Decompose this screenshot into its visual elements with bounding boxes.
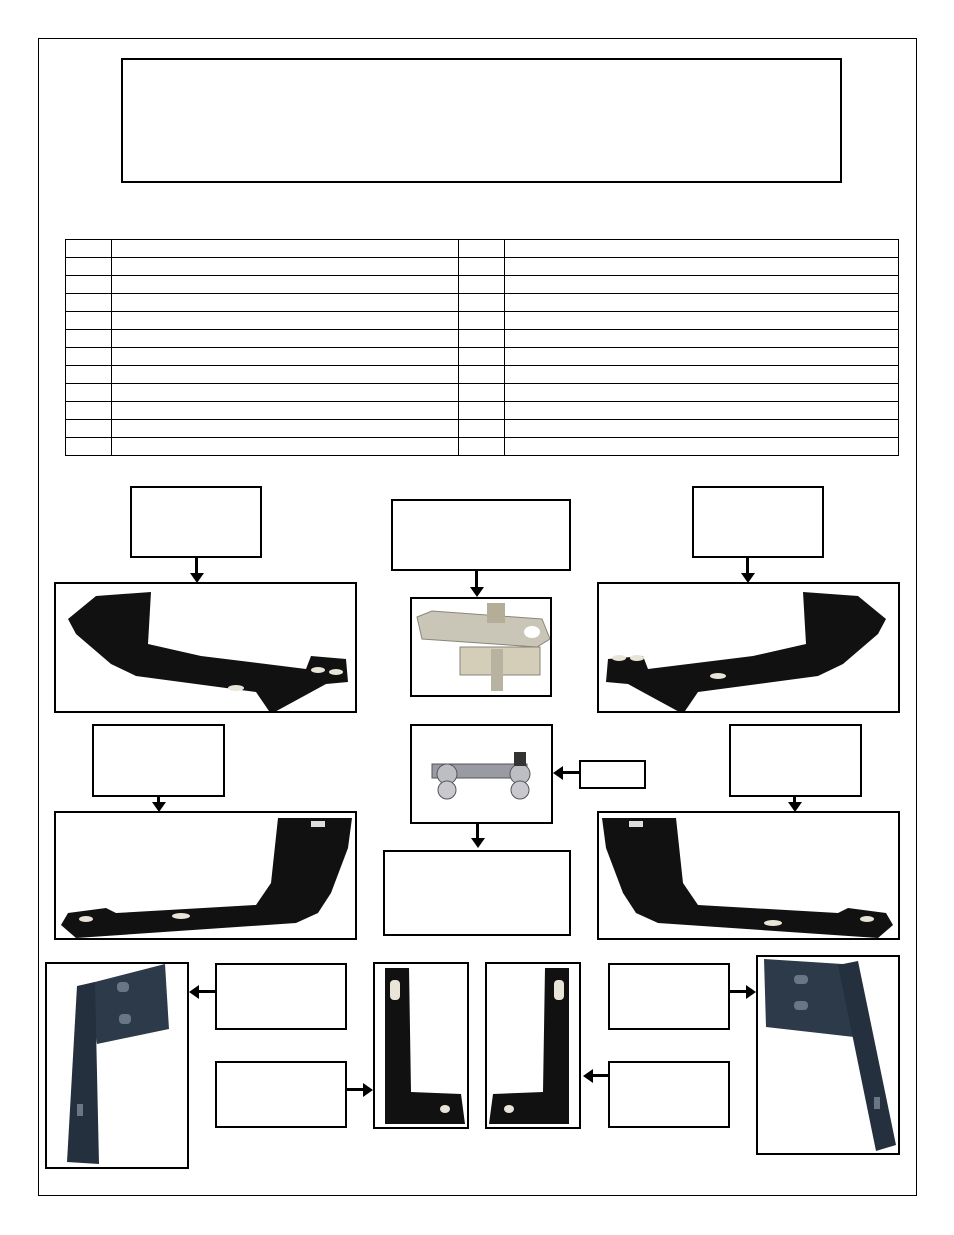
arrow-left-icon	[593, 1074, 608, 1077]
parts-table-cell	[112, 348, 459, 366]
parts-table-cell	[112, 276, 459, 294]
parts-table-row	[66, 420, 899, 438]
parts-table-cell	[459, 258, 505, 276]
arrow-left-icon	[189, 985, 199, 999]
parts-table-row	[66, 258, 899, 276]
parts-table-cell	[112, 258, 459, 276]
callout-box	[383, 850, 571, 936]
parts-table-cell	[112, 330, 459, 348]
parts-table-cell	[459, 276, 505, 294]
parts-table-cell	[112, 312, 459, 330]
parts-table-cell	[459, 366, 505, 384]
parts-table-cell	[505, 420, 899, 438]
parts-table-cell	[66, 366, 112, 384]
parts-table-row	[66, 294, 899, 312]
parts-table-cell	[505, 312, 899, 330]
arrow-right-icon	[730, 990, 747, 993]
parts-table	[65, 239, 899, 456]
parts-table-cell	[459, 438, 505, 456]
clamp-hardware-photo	[410, 724, 553, 824]
callout-box	[729, 724, 862, 797]
parts-table-cell	[459, 240, 505, 258]
parts-table-row	[66, 276, 899, 294]
parts-table-cell	[66, 348, 112, 366]
parts-table-row	[66, 330, 899, 348]
steel-bracket-photo-left	[45, 962, 189, 1169]
parts-table-cell	[505, 366, 899, 384]
parts-table-cell	[459, 294, 505, 312]
bracket-photo-left-rear	[54, 811, 357, 940]
callout-box	[391, 499, 571, 571]
parts-table-cell	[66, 420, 112, 438]
arrow-left-icon	[563, 771, 580, 774]
parts-table-cell	[66, 294, 112, 312]
parts-table-cell	[505, 438, 899, 456]
parts-table-row	[66, 312, 899, 330]
callout-box	[692, 486, 824, 558]
callout-box	[608, 1061, 730, 1128]
callout-box	[130, 486, 262, 558]
parts-table-cell	[505, 330, 899, 348]
parts-table-cell	[505, 240, 899, 258]
parts-table-cell	[66, 330, 112, 348]
parts-table-cell	[459, 420, 505, 438]
l-bracket-photo-left	[373, 962, 469, 1129]
l-bracket-photo-right	[485, 962, 581, 1129]
parts-table-cell	[459, 330, 505, 348]
callout-box	[215, 1061, 347, 1128]
parts-table-row	[66, 348, 899, 366]
parts-table-row	[66, 438, 899, 456]
header-title-box	[121, 58, 842, 183]
bracket-photo-left-front	[54, 582, 357, 713]
parts-table-cell	[505, 402, 899, 420]
parts-table-cell	[505, 276, 899, 294]
mounting-hardware-photo	[410, 597, 552, 697]
arrow-left-icon	[199, 990, 216, 993]
parts-table-cell	[66, 312, 112, 330]
parts-table-cell	[505, 384, 899, 402]
parts-table-cell	[505, 348, 899, 366]
parts-table-cell	[459, 348, 505, 366]
parts-table-cell	[112, 420, 459, 438]
parts-table-cell	[66, 258, 112, 276]
parts-table-cell	[66, 276, 112, 294]
parts-table-cell	[459, 384, 505, 402]
parts-table-cell	[66, 438, 112, 456]
bracket-photo-right-front	[597, 582, 900, 713]
parts-table-cell	[112, 402, 459, 420]
parts-table-cell	[112, 384, 459, 402]
parts-table-row	[66, 384, 899, 402]
steel-bracket-photo-right	[756, 955, 900, 1155]
bracket-photo-right-rear	[597, 811, 900, 940]
parts-table-row	[66, 240, 899, 258]
parts-table-row	[66, 366, 899, 384]
parts-table-cell	[459, 402, 505, 420]
arrow-left-icon	[553, 766, 563, 780]
callout-box	[92, 724, 225, 797]
arrow-left-icon	[583, 1069, 593, 1083]
parts-table-cell	[66, 240, 112, 258]
parts-table-cell	[66, 402, 112, 420]
parts-table-row	[66, 402, 899, 420]
parts-table-cell	[505, 294, 899, 312]
arrow-right-icon	[347, 1088, 364, 1091]
arrow-down-icon	[470, 587, 484, 597]
parts-table-cell	[459, 312, 505, 330]
parts-table-cell	[505, 258, 899, 276]
callout-box	[215, 963, 347, 1030]
parts-table-cell	[112, 294, 459, 312]
parts-table-cell	[112, 438, 459, 456]
callout-box	[608, 963, 730, 1030]
parts-table-cell	[112, 240, 459, 258]
parts-table-cell	[66, 384, 112, 402]
parts-table-cell	[112, 366, 459, 384]
arrow-down-icon	[471, 838, 485, 848]
callout-box-small	[579, 760, 646, 789]
arrow-right-icon	[746, 985, 756, 999]
arrow-right-icon	[363, 1083, 373, 1097]
